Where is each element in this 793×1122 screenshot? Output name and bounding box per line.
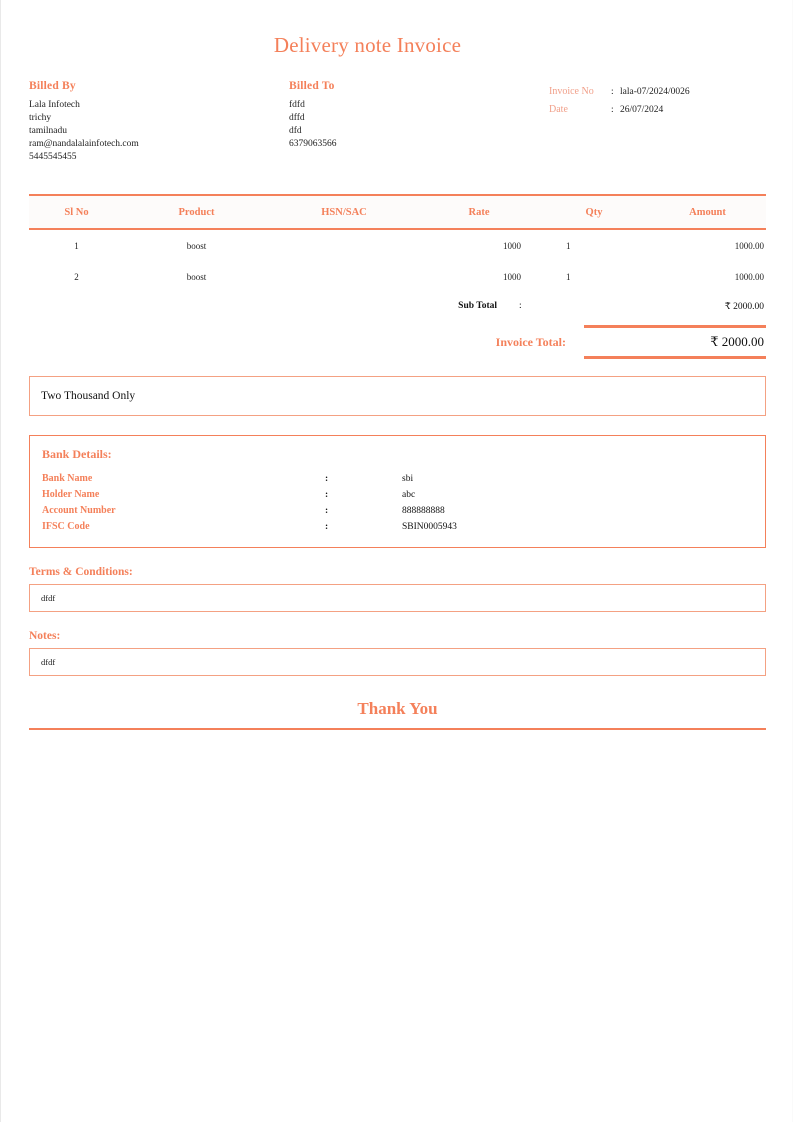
column-header-qty: Qty [539,195,649,229]
column-header-amount: Amount [649,195,766,229]
column-header-sl-no: Sl No [29,195,124,229]
cell-rate: 1000 [503,241,521,251]
line-items-body [29,229,766,292]
billed-to-line: 6379063566 [289,139,337,149]
invoice-number-value: lala-07/2024/0026 [620,87,690,97]
bank-detail-row [42,471,765,487]
bank-name-colon: : [325,474,329,484]
holder-name-value: abc [402,490,416,500]
billed-by-line: trichy [29,113,52,123]
line-items-table [29,194,766,292]
ifsc-code-colon: : [325,522,329,532]
cell-amount: 1000.00 [734,241,764,251]
table-row [29,261,766,292]
billed-by-line: ram@nandalalainfotech.com [29,139,139,149]
bank-detail-row [42,487,765,503]
ifsc-code-label: IFSC Code [42,521,90,532]
terms-title: Terms & Conditions: [29,566,133,578]
account-number-label: Account Number [42,505,116,516]
billed-to-line: dffd [289,113,305,123]
billed-by-block [29,80,279,164]
cell-qty: 1 [566,272,571,282]
invoice-date-value: 26/07/2024 [620,105,664,115]
billed-to-block [289,80,529,151]
account-number-colon: : [325,506,329,516]
sub-total-row [29,296,766,316]
column-header-rate: Rate [419,195,539,229]
ifsc-code-value: SBIN0005943 [402,522,457,532]
footer-divider [29,728,766,730]
page-title: Delivery note Invoice [273,33,462,57]
cell-hsn-sac [269,229,419,261]
invoice-number-label: Invoice No [549,86,594,97]
invoice-content [29,0,766,730]
thank-you-text: Thank You [357,699,438,718]
billed-by-line: Lala Infotech [29,100,80,110]
notes-box [29,648,766,676]
billed-to-line: fdfd [289,100,305,110]
holder-name-label: Holder Name [42,489,100,500]
cell-product: boost [186,272,207,282]
table-row [29,229,766,261]
cell-amount: 1000.00 [734,272,764,282]
billed-to-heading: Billed To [289,80,335,92]
invoice-total-value: ₹ 2000.00 [584,325,766,359]
notes-text: dfdf [41,657,56,667]
invoice-date-colon: : [611,105,614,115]
table-header-row [29,195,766,229]
terms-box [29,584,766,612]
sub-total-colon: : [519,301,522,311]
billed-by-line: 5445545455 [29,152,77,162]
bank-details-box [29,435,766,548]
billed-by-line: tamilnadu [29,126,67,136]
totals-section [29,296,766,359]
sub-total-value: ₹ 2000.00 [724,301,764,312]
cell-rate: 1000 [503,272,521,282]
cell-hsn-sac [269,261,419,292]
invoice-date-label: Date [549,104,568,115]
invoice-total-row [29,325,766,359]
parties-section [29,80,766,170]
account-number-value: 888888888 [402,506,445,516]
bank-detail-row [42,503,765,519]
terms-text: dfdf [41,593,56,603]
cell-sl-no: 1 [74,241,79,251]
bank-details-title: Bank Details: [42,447,112,461]
invoice-number-colon: : [611,87,614,97]
invoice-meta-block [549,83,769,119]
column-header-hsn-sac: HSN/SAC [269,195,419,229]
billed-to-line: dfd [289,126,302,136]
cell-qty: 1 [566,241,571,251]
cell-sl-no: 2 [74,272,79,282]
amount-in-words-box [29,376,766,416]
holder-name-colon: : [325,490,329,500]
bank-name-label: Bank Name [42,473,93,484]
notes-title: Notes: [29,630,61,642]
billed-by-heading: Billed By [29,80,76,92]
sub-total-label: Sub Total [458,301,497,311]
invoice-date-row [549,101,769,119]
cell-product: boost [186,241,207,251]
bank-name-value: sbi [402,474,414,484]
invoice-total-label: Invoice Total: [495,334,566,349]
amount-in-words-text: Two Thousand Only [41,390,136,402]
invoice-number-row [549,83,769,101]
bank-detail-row [42,519,765,535]
column-header-product: Product [124,195,269,229]
line-items-header [29,195,766,229]
